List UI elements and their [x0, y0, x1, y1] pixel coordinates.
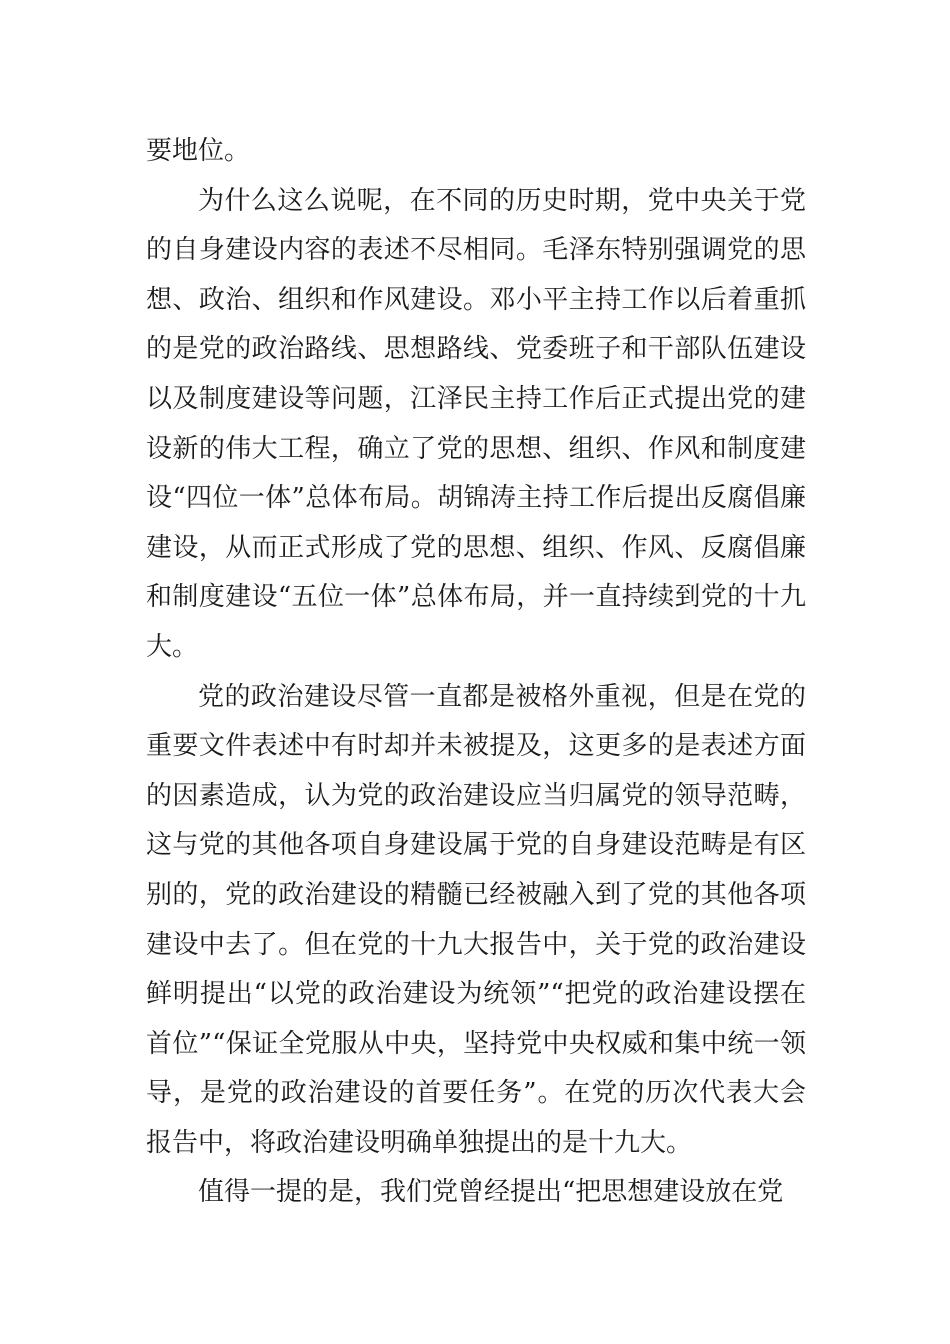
paragraph-political-building: 党的政治建设尽管一直都是被格外重视，但是在党的重要文件表述中有时却并未被提及，这更多的是表述方面的因素造成，认为党的政治建设应当归属党的领导范畴，这与党的其他各项自身建设属于党的自身建设范畴是有区别的，党的政治建设的精髓已经被融入到了党的其他各项建设中去了。但在党的十九大报告中，关于党的政治建设鲜明提出“以党的政治建设为统领”“把党的政治建设摆在首位”“保证全党服从中央，坚持党中央权威和集中统一领导，是党的政治建设的首要任务”。在党的历次代表大会报告中，将政治建设明确单独提出的是十九大。 [146, 681, 806, 1158]
body-text [146, 127, 806, 1218]
paragraph-party-building-history: 为什么这么说呢，在不同的历史时期，党中央关于党的自身建设内容的表述不尽相同。毛泽东特别强调党的思想、政治、组织和作风建设。邓小平主持工作以后着重抓的是党的政治路线、思想路线、党委班子和干部队伍建设以及制度建设等问题，江泽民主持工作后正式提出党的建设新的伟大工程，确立了党的思想、组织、作风和制度建设“四位一体”总体布局。胡锦涛主持工作后提出反腐倡廉建设，从而正式形成了党的思想、组织、作风、反腐倡廉和制度建设“五位一体”总体布局，并一直持续到党的十九大。 [146, 185, 806, 662]
paragraph-continuation: 要地位。 [146, 136, 251, 166]
paragraph-ideological-building: 值得一提的是，我们党曾经提出“把思想建设放在党 [198, 1177, 784, 1208]
